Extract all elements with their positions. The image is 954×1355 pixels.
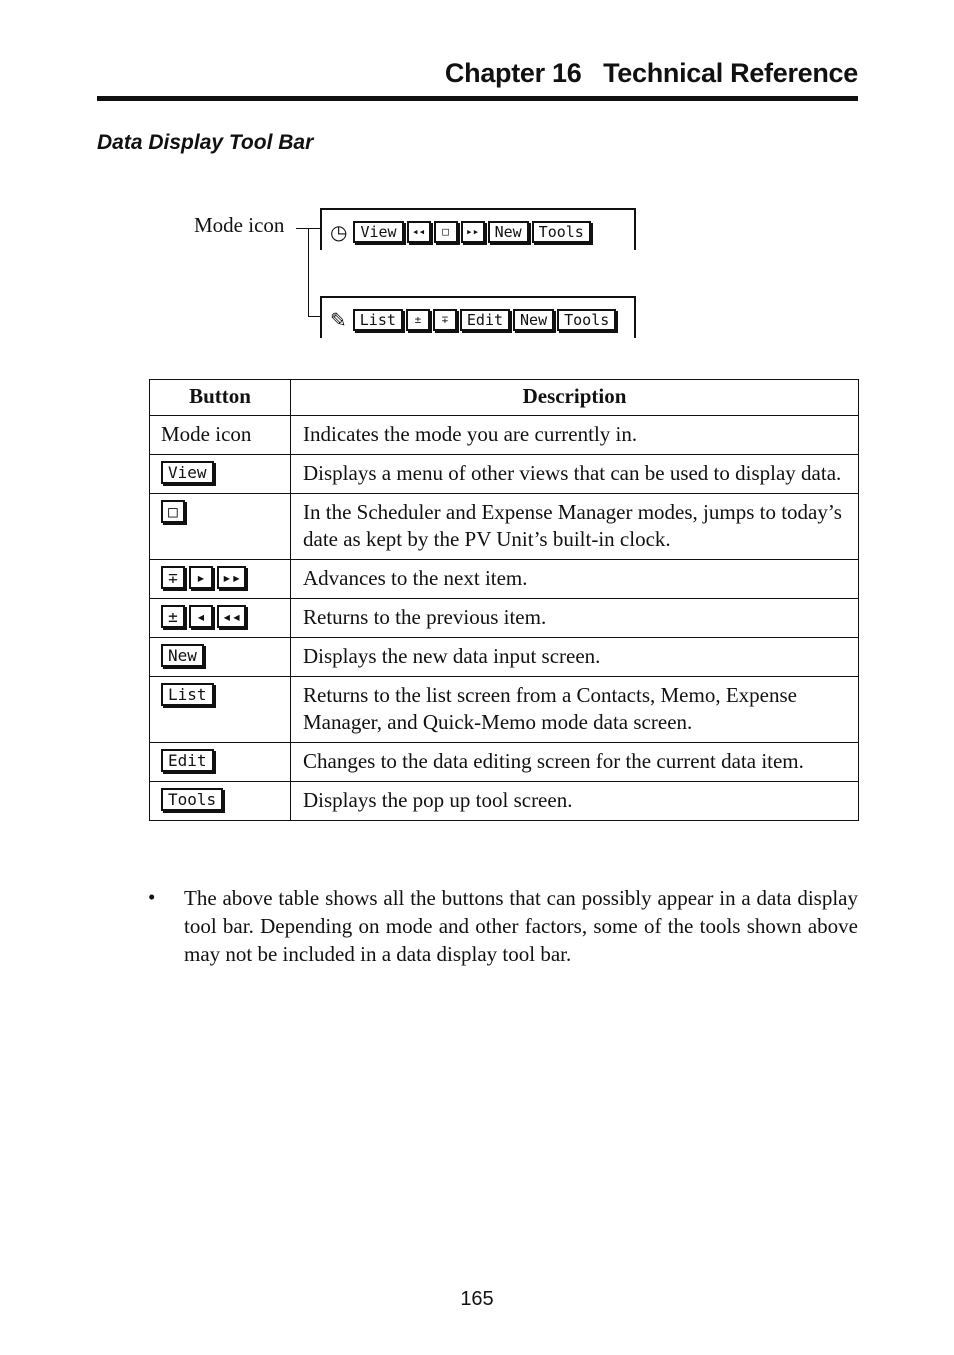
- table-row: [150, 782, 859, 821]
- table-row: [150, 455, 859, 494]
- mode-icon-callout-label: Mode icon: [194, 213, 285, 237]
- toolbar-view-button[interactable]: View: [353, 221, 403, 243]
- description-cell: Displays the pop up tool screen.: [291, 782, 859, 821]
- note-bullet: •: [148, 885, 156, 909]
- toolbar-next-button[interactable]: ▸▸: [461, 221, 485, 243]
- button-cell: [150, 599, 291, 638]
- toolbar-previous-button[interactable]: ◂◂: [407, 221, 431, 243]
- table-row: [150, 560, 859, 599]
- toolbar-scheduler: [320, 208, 636, 250]
- edit-button-glyph: Edit: [161, 749, 214, 772]
- button-cell: [150, 782, 291, 821]
- toolbar-previous-item-button[interactable]: ±: [406, 309, 430, 331]
- description-cell: Displays a menu of other views that can be used to display data.: [291, 455, 859, 494]
- toolbar-today-button[interactable]: □: [434, 221, 458, 243]
- table-row: [150, 743, 859, 782]
- toolbar-memo: [320, 296, 636, 338]
- button-cell: [150, 455, 291, 494]
- today-button-glyph: □: [161, 500, 185, 523]
- description-cell: Displays the new data input screen.: [291, 638, 859, 677]
- toolbar-tools-button[interactable]: Tools: [532, 221, 591, 243]
- column-header-description: Description: [291, 380, 859, 416]
- button-cell: [150, 494, 291, 560]
- chapter-title: Chapter 16 Technical Reference: [444, 58, 858, 88]
- callout-leader-line-vertical: [308, 228, 309, 316]
- toolbar-next-item-button[interactable]: ∓: [433, 309, 457, 331]
- table-row: [150, 677, 859, 743]
- button-cell: Mode icon: [150, 416, 291, 455]
- description-cell: Returns to the list screen from a Contacts, Memo, Expense Manager, and Quick-Memo mode data screen.: [291, 677, 859, 743]
- table-row: [150, 416, 859, 455]
- next-arrow-button-glyph: ▸: [189, 566, 213, 589]
- page-number: 165: [460, 1288, 494, 1310]
- scheduler-clock-icon[interactable]: ◷: [330, 220, 348, 244]
- button-cell: [150, 560, 291, 599]
- tools-button-glyph: Tools: [161, 788, 223, 811]
- description-cell: Advances to the next item.: [291, 560, 859, 599]
- new-button-glyph: New: [161, 644, 204, 667]
- button-cell: [150, 638, 291, 677]
- previous-arrow-button-glyph: ◂: [189, 605, 213, 628]
- button-cell: [150, 743, 291, 782]
- toolbar-new-button[interactable]: New: [488, 221, 529, 243]
- table-row: [150, 638, 859, 677]
- next-item-button-glyph: ∓: [161, 566, 185, 589]
- callout-leader-line-bottom: [308, 316, 320, 317]
- toolbar-new-button[interactable]: New: [513, 309, 554, 331]
- previous-item-button-glyph: ±: [161, 605, 185, 628]
- rewind-button-glyph: ◂◂: [217, 605, 246, 628]
- description-cell: Returns to the previous item.: [291, 599, 859, 638]
- fast-forward-button-glyph: ▸▸: [217, 566, 246, 589]
- note-paragraph: The above table shows all the buttons that can possibly appear in a data display tool bar. Depending on mode and other factors, some of the tools shown above may not be included in a data display tool bar.: [184, 886, 858, 966]
- button-reference-table: [149, 379, 859, 821]
- toolbar-edit-button[interactable]: Edit: [460, 309, 510, 331]
- table-row: [150, 494, 859, 560]
- section-heading: Data Display Tool Bar: [97, 131, 314, 154]
- toolbar-tools-button[interactable]: Tools: [557, 309, 616, 331]
- column-header-button: Button: [150, 380, 291, 416]
- list-button-glyph: List: [161, 683, 214, 706]
- toolbar-list-button[interactable]: List: [353, 309, 403, 331]
- button-cell: [150, 677, 291, 743]
- header-rule: [97, 96, 858, 101]
- view-button-glyph: View: [161, 461, 214, 484]
- table-row: [150, 599, 859, 638]
- table-header-row: [150, 380, 859, 416]
- memo-pad-icon[interactable]: ✎: [330, 308, 347, 332]
- description-cell: Changes to the data editing screen for the current data item.: [291, 743, 859, 782]
- description-cell: In the Scheduler and Expense Manager modes, jumps to today’s date as kept by the PV Unit’s built-in clock.: [291, 494, 859, 560]
- description-cell: Indicates the mode you are currently in.: [291, 416, 859, 455]
